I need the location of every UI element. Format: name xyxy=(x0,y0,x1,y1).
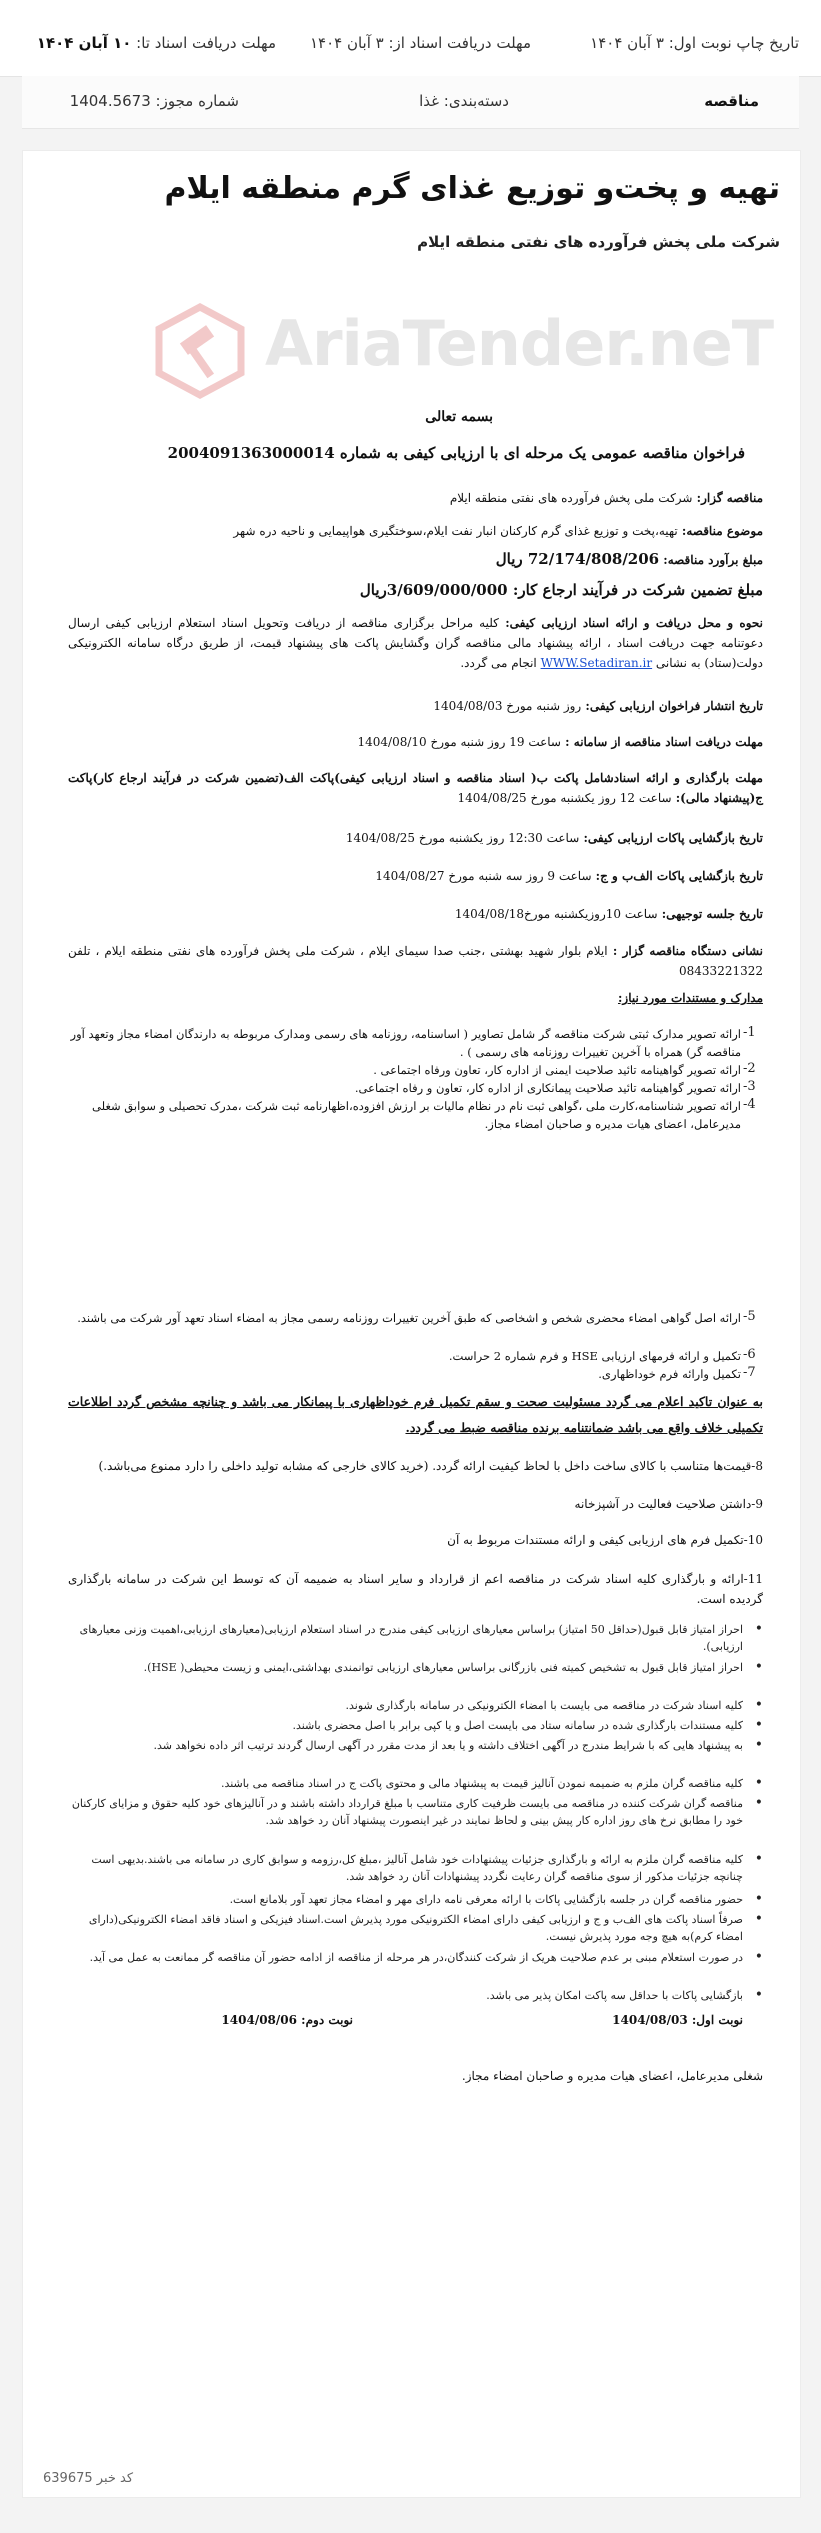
address xyxy=(68,941,763,981)
first-print-value: 1404/08/03 xyxy=(612,2013,688,2027)
address-value: ایلام بلوار شهید بهشتی ،جنب صدا سیمای ایلام ، شرکت ملی پخش فرآورده های نفتی منطقه ایلام ، تلفن 08433221322 xyxy=(68,944,763,978)
item-text: ارائه تصویر مدارک ثبتی شرکت مناقصه گر شامل تصاویر ( اساسنامه، روزنامه های رسمی ومدارک مربوطه به دارندگان امضاء مجاز وتعهد آور مناقصه گر) همراه با آخرین تغییرات روزنامه های رسمی ) . xyxy=(70,1027,741,1059)
bismillah: بسمه تعالی xyxy=(425,409,493,425)
doc-deadline xyxy=(358,735,764,749)
docs-to xyxy=(37,34,276,52)
docs-from-label: مهلت دریافت اسناد از: xyxy=(383,34,531,52)
estimate-value: 72/174/808/206 ریال xyxy=(495,550,660,568)
list-item-text: کلیه مناقصه گران ملزم به ارائه و بارگذاری جزئیات پیشنهادات خود شامل آنالیز ،مبلغ کل،رزومه و سوابق کاری در سامانه می باشند.بدیهی است چنانچه جزئیات مذکور از سوی مناقصه گران رعایت نگردد پیشنهادات آنان رد خواهد شد. xyxy=(91,1853,743,1883)
license-value: 1404.5673 xyxy=(69,92,151,110)
list-item: • احراز امتیاز قابل قبول(حداقل 50 امتیاز) براساس معیارهای ارزیابی کیفی مندرج در اسناد استعلام ارزیابی(معیارهای ارزیابی،اهمیت وزنی معیارهای ارزیابی). xyxy=(63,1621,763,1655)
list-item: • مناقصه گران شرکت کننده در مناقصه می بایست ظرفیت کاری متناسب با مبلغ قرارداد داشته باشند و در آنالیزهای خود کلیه حقوق و مزایای کارکنان خود را مطابق نرخ های روز اداره کار پیش بینی و لحاظ نمایند در غیر اینصورت پیشنهاد آنان رد خواهد شد. xyxy=(63,1795,763,1829)
ariatender-logo xyxy=(155,303,774,403)
briefing-label: تاریخ جلسه توجیهی: xyxy=(657,907,763,921)
publish-date xyxy=(433,699,763,713)
organizer-label: مناقصه گزار: xyxy=(692,491,763,505)
setad-link[interactable]: WWW.Setadiran.ir xyxy=(540,656,653,670)
announcement-heading: فراخوان مناقصه عمومی یک مرحله ای با ارزیابی کیفی به شماره 2004091363000014 xyxy=(167,444,745,462)
item-text: تکمیل وارائه فرم خوداظهاری. xyxy=(598,1367,741,1381)
organizer xyxy=(450,491,763,505)
category xyxy=(419,92,509,110)
first-print xyxy=(612,2013,743,2027)
news-code xyxy=(43,2471,133,2486)
briefing xyxy=(455,907,763,921)
list-item: • کلیه اسناد شرکت در مناقصه می بایست با امضاء الکترونیکی در سامانه بارگذاری شوند. xyxy=(63,1697,763,1714)
subject xyxy=(233,524,763,538)
item-number: 6- xyxy=(743,1347,756,1362)
estimate xyxy=(496,550,763,568)
item-number: 3- xyxy=(743,1079,756,1094)
submission-label: مهلت بارگذاری و ارائه اسنادشامل پاکت ب( اسناد مناقصه و اسناد ارزیابی کیفی)پاکت الف(تضمین شرکت در فرآیند ارجاع کار)پاکت ج(پیشنهاد مالی): xyxy=(68,771,763,805)
category-label: دسته‌بندی: xyxy=(439,92,509,110)
second-print-label: نوبت دوم: xyxy=(296,2013,353,2027)
list-item-text: احراز امتیاز قابل قبول به تشخیص کمیته فنی بازرگانی براساس معیارهای ارزیابی توانمندی بهداشتی،ایمنی و زیست محیطی( HSE). xyxy=(143,1661,743,1674)
list-item-text: احراز امتیاز قابل قبول(حداقل 50 امتیاز) براساس معیارهای ارزیابی کیفی مندرج در اسناد استعلام ارزیابی(معیارهای ارزیابی،اهمیت وزنی معیارهای ارزیابی). xyxy=(79,1623,743,1653)
second-print-value: 1404/08/06 xyxy=(221,2013,297,2027)
list-item-text: بازگشایی پاکات با حداقل سه پاکت امکان پذیر می باشد. xyxy=(486,1989,743,2002)
list-item: • کلیه مناقصه گران ملزم به ضمیمه نمودن آنالیز قیمت به پیشنهاد مالی و محتوی پاکت ج در اسناد مناقصه می باشند. xyxy=(63,1775,763,1792)
warning-note: به عنوان تاکید اعلام می گردد مسئولیت صحت و سقم تکمیل فرم خوداظهاری با پیمانکار می باشد و چنانچه مشخص گردد اطلاعات تکمیلی خلاف واقع می باشد ضمانتنامه برنده مناقصه ضبط می گردد. xyxy=(68,1394,763,1435)
list-item-text: صرفاً اسناد پاکت های الف‌ب و ج و ارزیابی کیفی دارای امضاء الکترونیکی مورد پذیرش است.اسناد فیزیکی و اسناد فاقد امضاء الکترونیکی(دارای امضاء کرم)به هیچ وجه مورد پذیرش نیست. xyxy=(88,1913,743,1943)
item-number: 2- xyxy=(743,1061,756,1076)
meta-bar xyxy=(22,76,799,129)
submission-deadline xyxy=(68,768,763,808)
list-item-text: مناقصه گران شرکت کننده در مناقصه می بایست ظرفیت کاری متناسب با مبلغ قرارداد داشته باشند و در آنالیزهای خود کلیه حقوق و مزایای کارکنان خود را مطابق نرخ های روز اداره کار پیش بینی و لحاظ نمایند در غیر اینصورت پیشنهاد آنان رد خواهد شد. xyxy=(71,1797,743,1827)
docs-from-value: ۳ آبان ۱۴۰۴ xyxy=(309,34,384,52)
item-number: 5- xyxy=(743,1309,756,1324)
print-date xyxy=(590,34,799,52)
item-9: 9-داشتن صلاحیت فعالیت در آشپزخانه xyxy=(574,1497,763,1511)
item-text: تکمیل و ارائه فرمهای ارزیابی HSE و فرم شماره 2 حراست. xyxy=(448,1349,741,1363)
address-label: نشانی دستگاه مناقصه گزار : xyxy=(607,944,763,958)
announcement-document xyxy=(63,281,774,2461)
opening-quality-value: ساعت 12:30 روز یکشنبه مورخ 1404/08/25 xyxy=(345,831,580,845)
item-11: 11-ارائه و بارگذاری کلیه اسناد شرکت در مناقصه اعم از قرارداد و سایر اسناد به ضمیمه آن که توسط این شرکت در سامانه بارگذاری گردیده است. xyxy=(68,1572,763,1606)
opening-quality-label: تاریخ بازگشایی پاکات ارزیابی کیفی: xyxy=(579,831,763,845)
estimate-label: مبلغ برآورد مناقصه: xyxy=(659,553,763,567)
gavel-icon xyxy=(155,303,245,399)
method-label: نحوه و محل دریافت و ارائه اسناد ارزیابی کیفی: xyxy=(498,616,763,630)
method-paragraph xyxy=(68,613,763,673)
docs-to-label: مهلت دریافت اسناد تا: xyxy=(131,34,276,52)
info-bar xyxy=(0,0,821,77)
list-item-text: به پیشنهاد هایی که با شرایط مندرج در آگهی اختلاف داشته و یا بعد از مدت مقرر در آگهی ارسال گردند ترتیب اثر داده نخواهد شد. xyxy=(153,1739,743,1752)
list-item: • حضور مناقصه گران در جلسه بازگشایی پاکات با ارائه معرفی نامه دارای مهر و امضاء مجاز تعهد آور بلامانع است. xyxy=(63,1891,763,1908)
print-date-value: ۳ آبان ۱۴۰۴ xyxy=(590,34,664,52)
opening-abc-label: تاریخ بازگشایی پاکات الف‌ب و ج: xyxy=(591,869,763,883)
guarantee-value: 3/609/000/000ریال xyxy=(359,581,508,599)
docs-from xyxy=(310,34,531,52)
print-date-label: تاریخ چاپ نوبت اول: xyxy=(663,34,799,52)
list-item-text: کلیه مستندات بارگذاری شده در سامانه ستاد می بایست اصل و یا کپی برابر با اصل محضری باشند. xyxy=(292,1719,743,1732)
license-label: شماره مجوز: xyxy=(150,92,239,110)
item-8: 8-قیمت‌ها متناسب با کالای ساخت داخل با لحاظ کیفیت ارائه گردد. (خرید کالای خارجی که مشابه تولید داخلی را دارد ممنوع می‌باشد.) xyxy=(98,1459,763,1473)
list-item: • به پیشنهاد هایی که با شرایط مندرج در آگهی اختلاف داشته و یا بعد از مدت مقرر در آگهی ارسال گردند ترتیب اثر داده نخواهد شد. xyxy=(63,1737,763,1754)
organizer-value: شرکت ملی پخش فرآورده های نفتی منطقه ایلام xyxy=(449,491,693,505)
tender-type-value: مناقصه xyxy=(704,92,759,110)
item-text: ارائه تصویر شناسنامه،کارت ملی ،گواهی ثبت نام در نظام مالیات بر ارزش افزوده،اظهارنامه ثبت شرکت ،مدرک تحصیلی و سوابق شغلی مدیرعامل، اعضای هیات مدیره و صاحبان امضاء مجاز. xyxy=(92,1099,741,1131)
method-tail: انجام می گردد. xyxy=(460,656,541,670)
item-text: ارائه اصل گواهی امضاء محضری شخص و اشخاصی که طبق آخرین تغییرات روزنامه رسمی مجاز به امضاء اسناد تعهد آور شرکت می باشند. xyxy=(77,1311,741,1325)
item-10: 10-تکمیل فرم های ارزیابی کیفی و ارائه مستندات مربوط به آن xyxy=(447,1533,763,1547)
license xyxy=(70,92,239,110)
page-subtitle: شرکت ملی پخش فرآورده های نفتی منطقه ایلام xyxy=(417,233,780,251)
list-item-text: کلیه اسناد شرکت در مناقصه می بایست با امضاء الکترونیکی در سامانه بارگذاری شوند. xyxy=(345,1699,743,1712)
submission-value: ساعت 12 روز یکشنبه مورخ 1404/08/25 xyxy=(457,791,672,805)
guarantee-label: مبلغ تضمین شرکت در فرآیند ارجاع کار: xyxy=(507,581,763,599)
logo-text: AriaTender.neT xyxy=(265,307,774,380)
deadline-label: مهلت دریافت اسناد مناقصه از سامانه : xyxy=(560,735,763,749)
subject-label: موضوع مناقصه: xyxy=(677,524,763,538)
guarantee xyxy=(360,581,763,599)
docs-heading: مدارک و مستندات مورد نیاز: xyxy=(617,991,763,1005)
publish-value: روز شنبه مورخ 1404/08/03 xyxy=(433,699,582,713)
list-item: • کلیه مناقصه گران ملزم به ارائه و بارگذاری جزئیات پیشنهادات خود شامل آنالیز ،مبلغ کل،رزومه و سوابق کاری در سامانه می باشند.بدیهی است چنانچه جزئیات مذکور از سوی مناقصه گران رعایت نگردد پیشنهادات آنان رد خواهد شد. xyxy=(63,1851,763,1885)
deadline-value: ساعت 19 روز شنبه مورخ 1404/08/10 xyxy=(357,735,561,749)
list-item: • در صورت استعلام مبنی بر عدم صلاحیت هریک از شرکت کنندگان،در هر مرحله از مناقصه از ادامه حضور آن مناقصه گر ممانعت به عمل می آید. xyxy=(63,1949,763,1966)
list-item: • احراز امتیاز قابل قبول به تشخیص کمیته فنی بازرگانی براساس معیارهای ارزیابی توانمندی بهداشتی،ایمنی و زیست محیطی( HSE). xyxy=(63,1659,763,1676)
method-text: کلیه مراحل برگزاری مناقصه از دریافت وتحویل اسناد استعلام ارزیابی کیفی ارسال دعوتنامه جهت دریافت اسناد ، ارائه پیشنهاد مالی مناقصه گران وگشایش پاکت های پیشنهاد قیمت، از طریق درگاه سامانه الکترونیکی دولت(ستاد) به نشانی xyxy=(68,616,763,670)
page-title: تهیه و پخت‌و توزیع غذای گرم منطقه ایلام xyxy=(164,171,780,206)
briefing-value: ساعت 10روزیکشنبه مورخ1404/08/18 xyxy=(454,907,658,921)
item-text: ارائه تصویر گواهینامه تائید صلاحیت پیمانکاری از اداره کار، تعاون و رفاه اجتماعی. xyxy=(354,1081,741,1095)
docs-to-value: ۱۰ آبان ۱۴۰۴ xyxy=(36,34,132,52)
news-code-value: 639675 xyxy=(43,2471,93,2486)
tender-type xyxy=(704,92,759,110)
signature-line: شغلی مدیرعامل، اعضای هیات مدیره و صاحبان امضاء مجاز. xyxy=(461,2069,763,2083)
item-number: 7- xyxy=(743,1365,756,1380)
list-item: • بازگشایی پاکات با حداقل سه پاکت امکان پذیر می باشد. xyxy=(63,1987,763,2004)
second-print xyxy=(221,2013,353,2027)
item-text: ارائه تصویر گواهینامه تائید صلاحیت ایمنی از اداره کار، تعاون ورفاه اجتماعی . xyxy=(373,1063,741,1077)
list-item-text: در صورت استعلام مبنی بر عدم صلاحیت هریک از شرکت کنندگان،در هر مرحله از مناقصه از ادامه حضور آن مناقصه گر ممانعت به عمل می آید. xyxy=(89,1951,743,1964)
list-item: • کلیه مستندات بارگذاری شده در سامانه ستاد می بایست اصل و یا کپی برابر با اصل محضری باشند. xyxy=(63,1717,763,1734)
opening-abc-value: ساعت 9 روز سه شنبه مورخ 1404/08/27 xyxy=(375,869,592,883)
news-code-label: کد خبر xyxy=(92,2471,134,2486)
opening-abc xyxy=(375,869,763,883)
category-value: غذا xyxy=(419,92,440,110)
subject-value: تهیه،پخت و توزیع غذای گرم کارکنان انبار نفت ایلام،سوختگیری هواپیمایی و ناحیه دره شهر xyxy=(233,524,678,538)
publish-label: تاریخ انتشار فراخوان ارزیابی کیفی: xyxy=(581,699,763,713)
list-item-text: کلیه مناقصه گران ملزم به ضمیمه نمودن آنالیز قیمت به پیشنهاد مالی و محتوی پاکت ج در اسناد مناقصه می باشند. xyxy=(220,1777,743,1790)
list-item: • صرفاً اسناد پاکت های الف‌ب و ج و ارزیابی کیفی دارای امضاء الکترونیکی مورد پذیرش است.اسناد فیزیکی و اسناد فاقد امضاء الکترونیکی(دارای امضاء کرم)به هیچ وجه مورد پذیرش نیست. xyxy=(63,1911,763,1945)
tender-card xyxy=(22,150,801,2498)
item-number: 1- xyxy=(743,1025,756,1040)
first-print-label: نوبت اول: xyxy=(687,2013,743,2027)
list-item-text: حضور مناقصه گران در جلسه بازگشایی پاکات با ارائه معرفی نامه دارای مهر و امضاء مجاز تعهد آور بلامانع است. xyxy=(229,1893,743,1906)
item-number: 4- xyxy=(743,1097,756,1112)
opening-quality xyxy=(346,831,763,845)
